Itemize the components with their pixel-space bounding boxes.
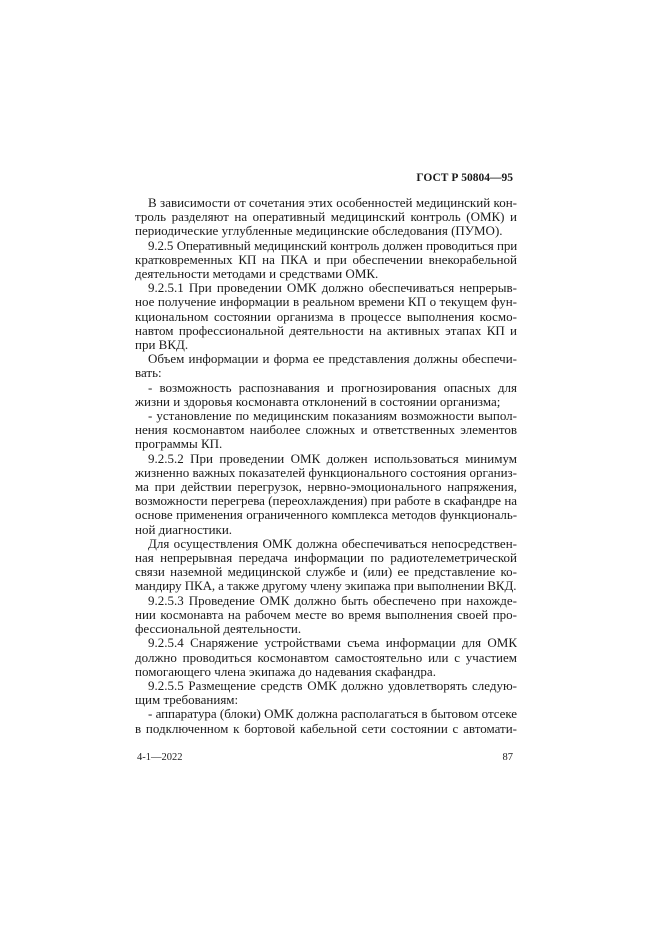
text-line: 9.2.5.5 Размещение средств ОМК должно удовлетворять следую-: [148, 677, 517, 693]
text-line: Объем информации и форма ее представления должны обеспечи-: [148, 351, 517, 367]
text-line: 9.2.5.4 Снаряжение устройствами съема информации для ОМК: [148, 635, 517, 651]
text-line: В зависимости от сочетания этих особенностей медицинский кон-: [148, 195, 517, 210]
footer-print-code: 4-1—2022: [137, 752, 183, 763]
text-line: 9.2.5.2 При проведении ОМК должен использоваться минимум: [148, 450, 517, 466]
text-line: ной диагностики.: [135, 521, 233, 537]
text-line: навтом профессиональной деятельности на активных этапах КП и: [135, 322, 517, 338]
text-line: - установление по медицинским показаниям возможности выпол-: [148, 408, 517, 424]
text-line: ная непрерывная передача информации по радиотелеметрической: [135, 550, 517, 566]
text-line: кциональном состоянии организма в процессе выполнения космо-: [135, 308, 517, 324]
text-line: 9.2.5 Оперативный медицинский контроль должен проводиться при: [148, 237, 517, 253]
text-line: 9.2.5.1 При проведении ОМК должно обеспечиваться непрерыв-: [148, 280, 517, 296]
text-line: при ВКД.: [135, 337, 189, 353]
text-line: фессиональной деятельности.: [135, 621, 302, 637]
document-body: [135, 196, 517, 736]
text-line: основе применения ограниченного комплекса методов функциональ-: [135, 507, 517, 523]
text-line: троль разделяют на оперативный медицинский контроль (ОМК) и: [135, 209, 517, 225]
text-line: ма при действии перегрузок, нервно-эмоционального напряжения,: [135, 479, 517, 495]
text-line: ное получение информации в реальном времени КП о текущем фун-: [135, 294, 517, 310]
text-line: нии космонавта на рабочем месте во время выполнения своей про-: [135, 606, 517, 622]
document-standard-header: ГОСТ Р 50804—95: [416, 172, 513, 184]
text-line: - аппаратура (блоки) ОМК должна располагаться в бытовом отсеке: [148, 706, 517, 722]
text-line: связи наземной медицинской службе и (или) ее представление ко-: [135, 564, 517, 580]
text-line: деятельности методами и средствами ОМК.: [135, 266, 379, 282]
text-line: нения космонавтом наиболее сложных и ответственных элементов: [135, 422, 517, 438]
text-line: щим требованиям:: [135, 692, 239, 708]
text-line: периодические углубленные медицинские обследования (ПУМО).: [135, 223, 503, 239]
text-line: программы КП.: [135, 436, 223, 452]
page-number: 87: [502, 752, 513, 763]
text-line: в подключенном к бортовой кабельной сети состоянии с автомати-: [135, 720, 517, 736]
text-line: вать:: [135, 365, 162, 381]
text-line: 9.2.5.3 Проведение ОМК должно быть обеспечено при нахожде-: [148, 592, 517, 608]
text-line: мандиру ПКА, а также другому члену экипажа при выполнении ВКД.: [135, 578, 517, 594]
text-line: жизненно важных показателей функционального состояния организ-: [135, 464, 517, 480]
text-line: жизни и здоровья космонавта отклонений в состоянии организма;: [135, 393, 501, 409]
text-line: - возможность распознавания и прогнозирования опасных для: [148, 379, 517, 395]
text-line: возможности перегрева (переохлаждения) при работе в скафандре на: [135, 493, 517, 509]
text-line: помогающего члена экипажа до надевания скафандра.: [135, 663, 436, 679]
text-line: Для осуществления ОМК должна обеспечиваться непосредствен-: [148, 535, 517, 551]
text-line: должно проводиться космонавтом самостоятельно или с участием: [135, 649, 517, 665]
text-line: кратковременных КП на ПКА и при обеспечении внекорабельной: [135, 251, 517, 267]
